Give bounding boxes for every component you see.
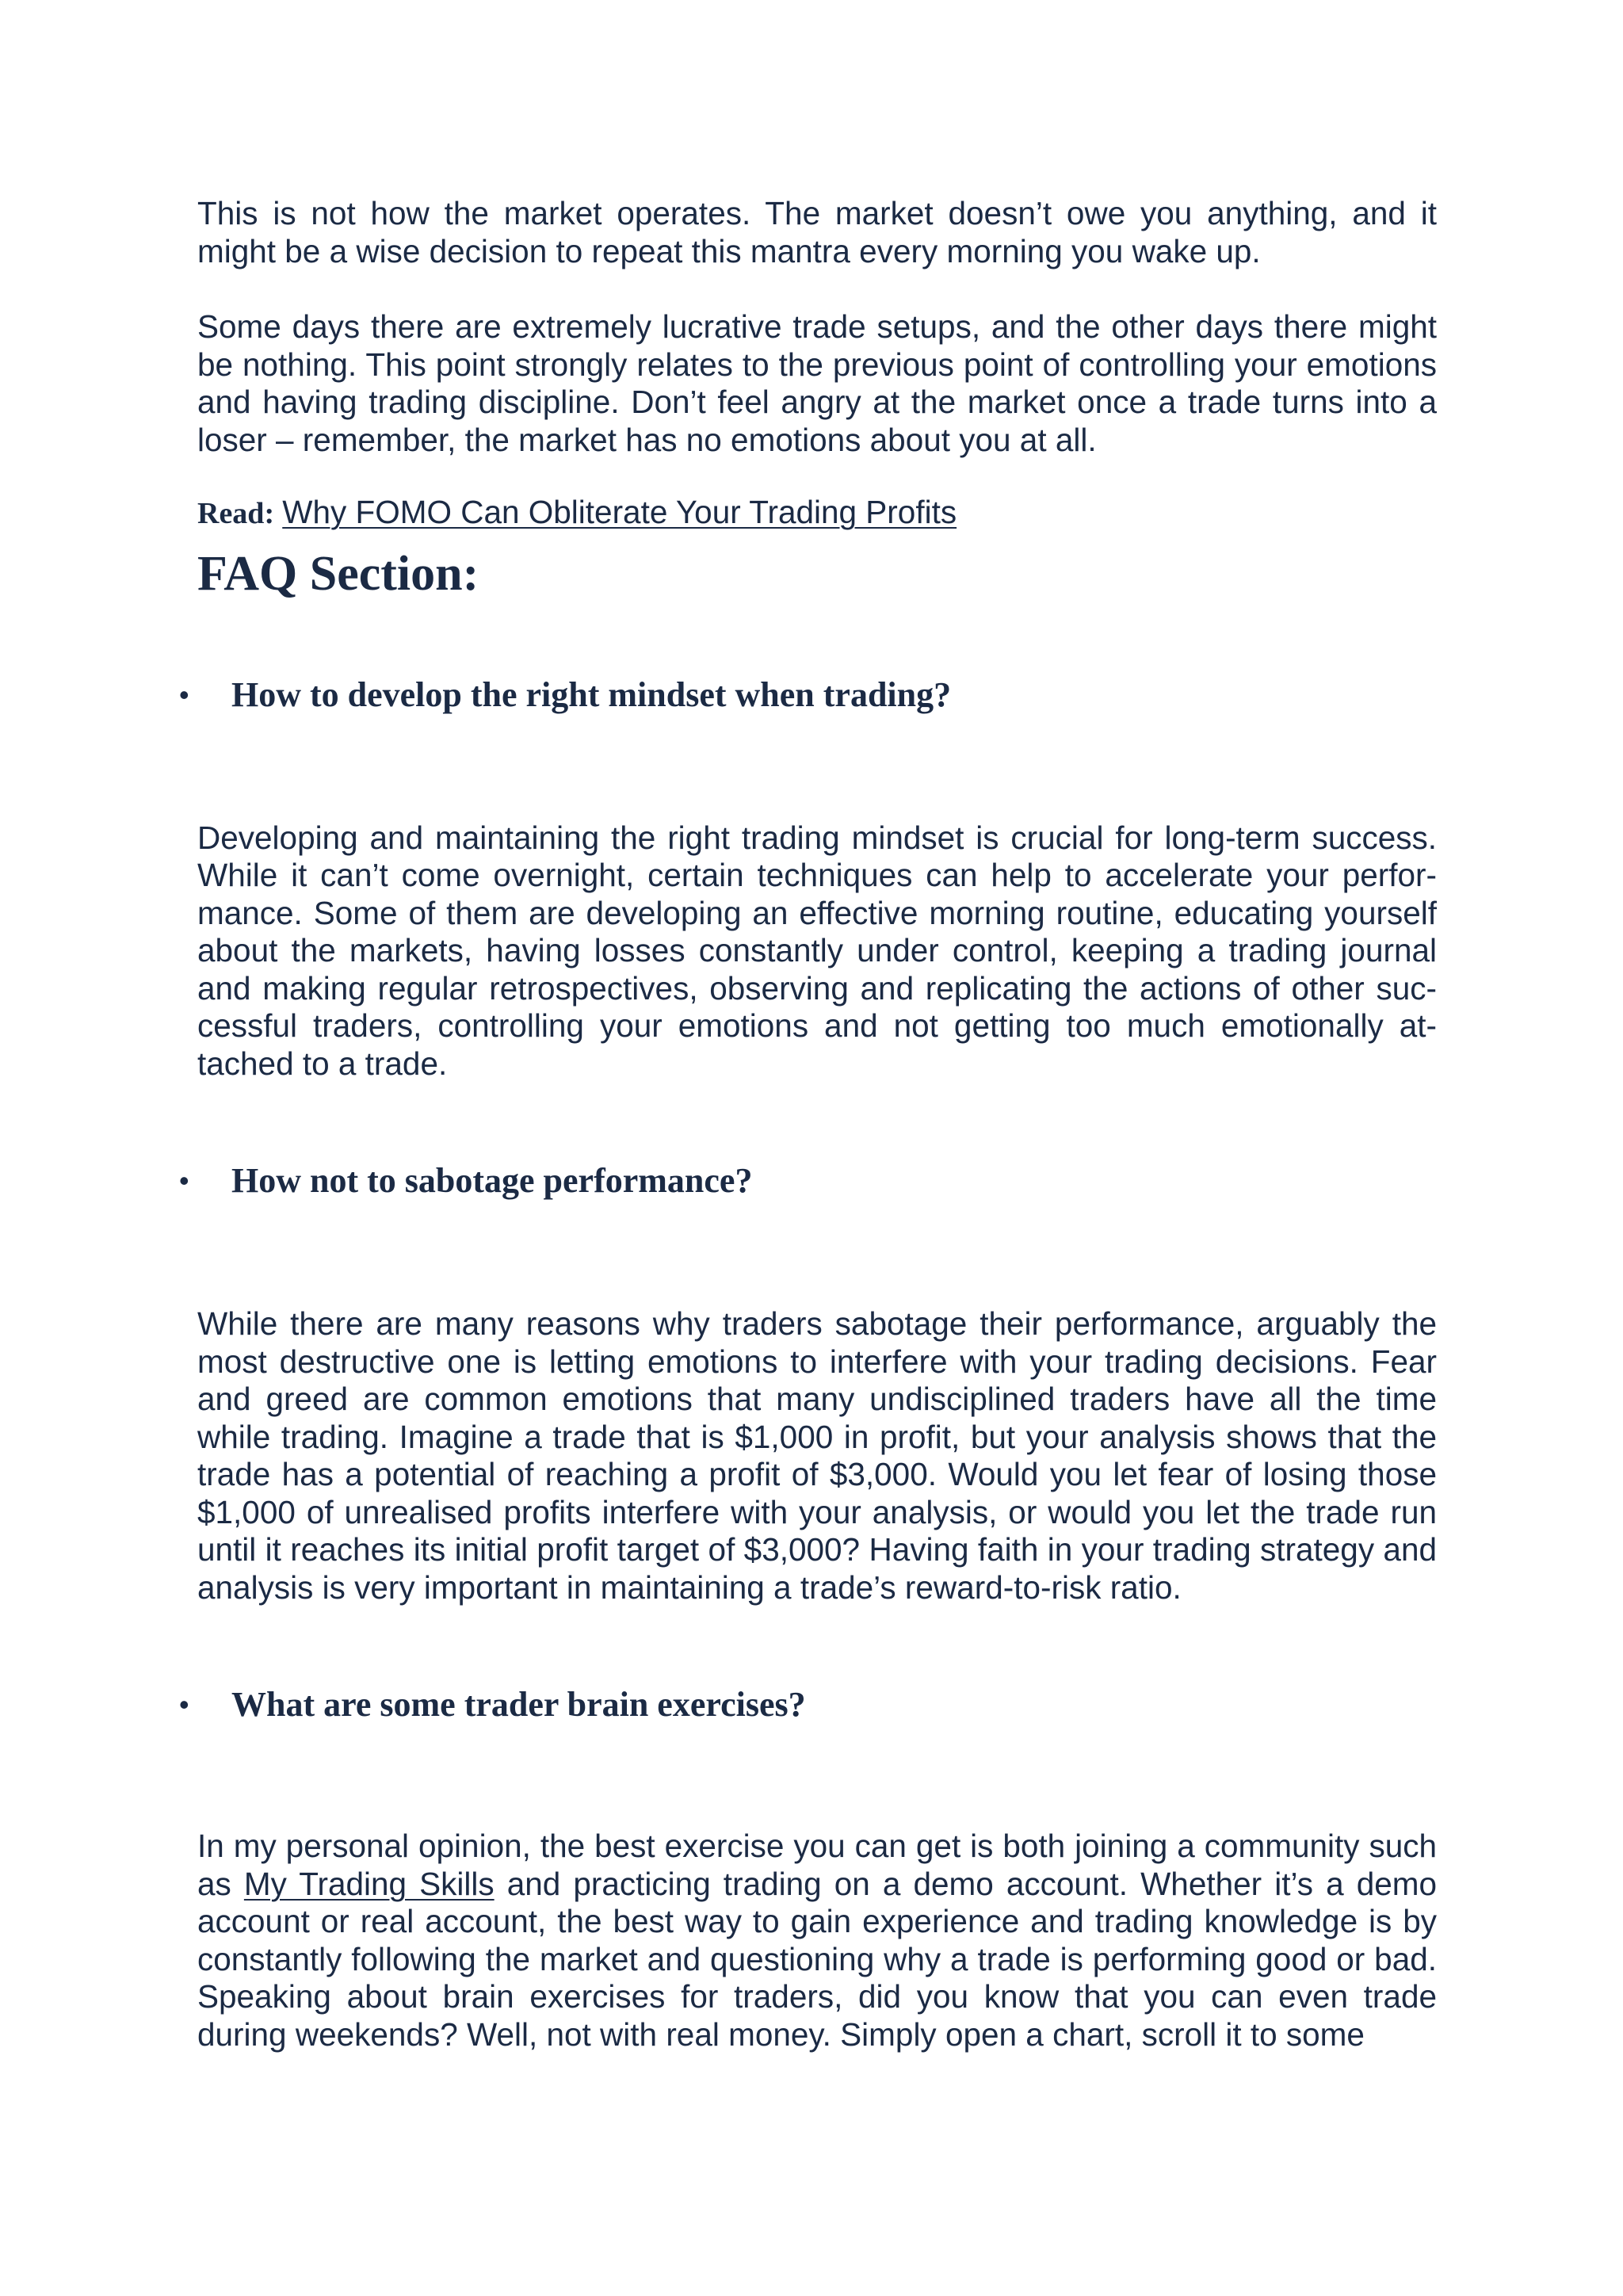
bullet-marker: • xyxy=(179,1688,189,1721)
bullet-marker: • xyxy=(179,1164,189,1197)
my-trading-skills-link[interactable]: My Trading Skills xyxy=(243,1865,495,1902)
read-label: Read: xyxy=(197,497,275,530)
bullet-marker: • xyxy=(179,678,189,711)
faq-answer-1: Developing and maintaining the right trading mindset is crucial for long-term success. While it can’t come overnight, certain techniques can help to accelerate your performance. Some of them are developing an effective morning routine, educating yourself about the markets, having losses constantly under control, keeping a trading journal and making regular retrospectives, observing and replicating the actions of other successful traders, controlling your emotions and not getting too much emotionally attached to a trade. xyxy=(197,819,1437,1082)
faq-answer-2: While there are many reasons why traders sabotage their performance, arguably the most destructive one is letting emotions to interfere with your trading decisions. Fear and greed are common emotions that many undisciplined traders have all the time while trading. Imagine a trade that is $1,000 in profit, but your analysis shows that the trade has a potential of reaching a profit of $3,000. Would you let fear of losing those $1,000 of unrealised profits interfere with your analysis, or would you let the trade run until it reaches its initial profit target of $3,000? Having faith in your trading strategy and analysis is very important in maintaining a trade’s reward-to-risk ratio. xyxy=(197,1305,1437,1606)
faq-answer-3-start: In my personal opinion, the best exercise you can get is both joining a community such as xyxy=(197,1828,1437,1902)
faq-answer-3 xyxy=(197,1828,1437,2053)
faq-question-3 xyxy=(179,1684,1437,1725)
intro-paragraph-1: This is not how the market operates. The market doesn’t owe you anything, and it might be a wise decision to repeat this mantra every morning you wake up. xyxy=(197,195,1437,269)
fomo-article-link[interactable]: Why FOMO Can Obliterate Your Trading Profits xyxy=(282,494,957,530)
faq-question-2-text: How not to sabotage performance? xyxy=(231,1161,753,1200)
intro-paragraph-2: Some days there are extremely lucrative trade setups, and the other days there might be nothing. This point strongly relates to the previous point of controlling your emotions and having trading discipline. Don’t feel angry at the market once a trade turns into a loser – remember, the market has no emotions about you at all. xyxy=(197,308,1437,458)
document-page xyxy=(179,195,1438,2053)
faq-question-3-text: What are some trader brain exercises? xyxy=(231,1685,806,1724)
faq-section-title: FAQ Section: xyxy=(197,546,479,601)
faq-question-1 xyxy=(179,674,1437,716)
faq-question-2 xyxy=(179,1160,1437,1201)
faq-question-1-text: How to develop the right mindset when trading? xyxy=(231,674,952,714)
faq-answer-3-end: and practicing trading on a demo account. Whether it’s a demo account or real account, the best way to gain experience and trading knowledge is by constantly following the market and questioning why a trade is performing good or bad. Speaking about brain exercises for traders, did you know that you can even trade during weekends? Well, not with real money. Simply open a chart, scroll it to some xyxy=(197,1865,1438,2053)
read-line xyxy=(197,494,1437,533)
